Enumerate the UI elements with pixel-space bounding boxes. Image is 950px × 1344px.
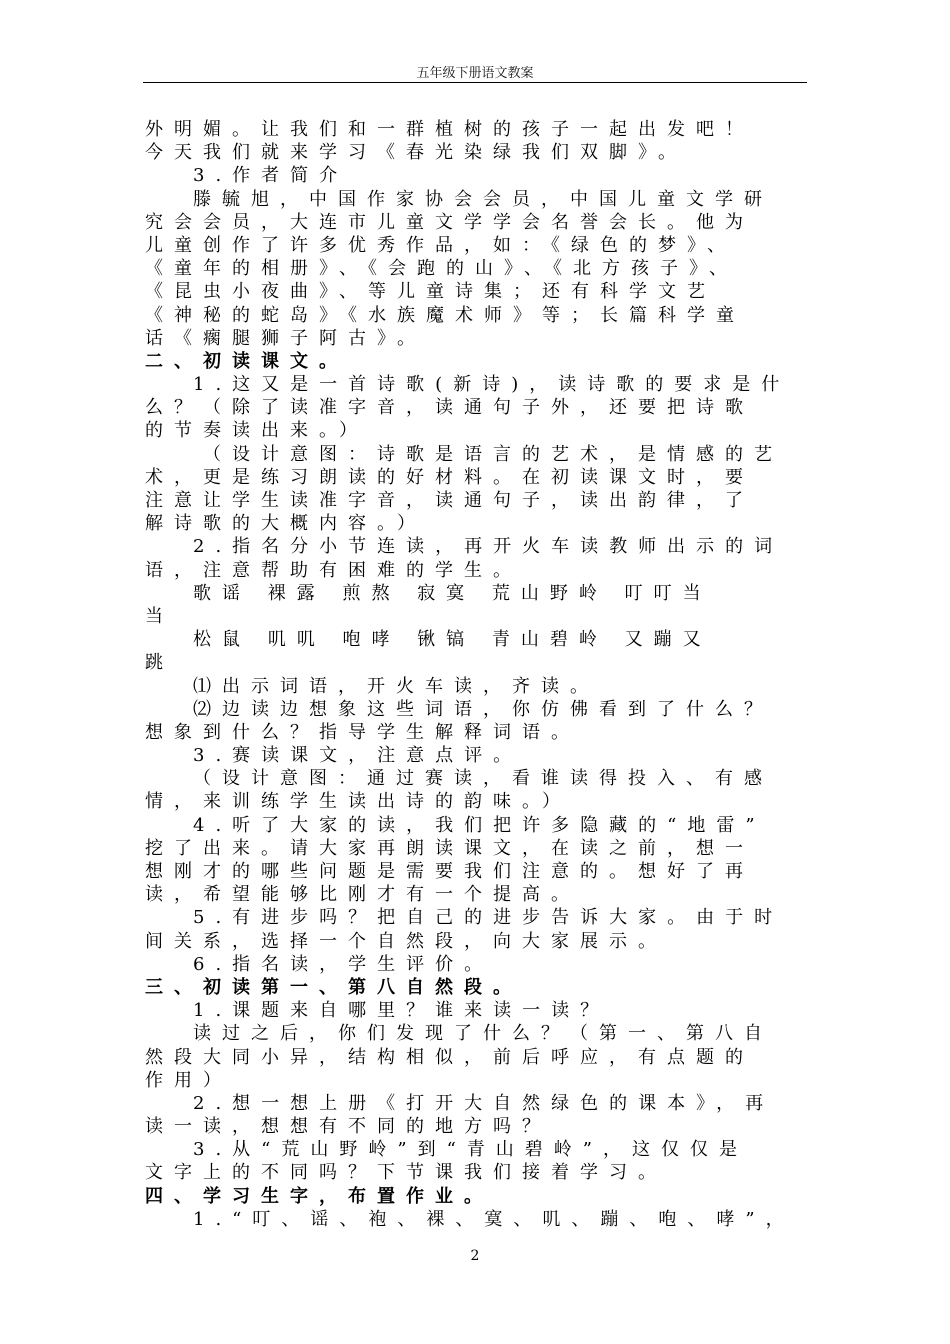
section-heading: 二、初读课文。 [145,350,348,372]
text-line: 作用） [145,1069,232,1091]
text-line: 1.课题来自哪里？谁来读一读？ [193,1000,610,1022]
text-line: 今天我们就来学习《春光染绿我们双脚》。 [145,142,687,164]
text-line: 读一读，想想有不同的地方吗？ [145,1116,551,1138]
text-line: 语，注意帮助有困难的学生。 [145,559,522,581]
document-body [145,118,805,1231]
text-line: 2.指名分小节连读，再开火车读教师出示的词 [193,536,784,558]
text-line: 儿童创作了许多优秀作品，如：《绿色的梦》、 [145,234,736,256]
text-line: 《昆虫小夜曲》、等儿童诗集；还有科学文艺 [145,281,716,303]
text-line: （设计意图：通过赛读，看谁读得投入、有感 [193,768,773,790]
text-line: ⑴出示词语，开火车读，齐读。 [193,675,599,697]
text-line: 3.作者简介 [193,165,349,187]
text-line: 读过之后，你们发现了什么？（第一、第八自 [193,1023,773,1045]
text-line: 2.想一想上册《打开大自然绿色的课本》，再 [193,1092,775,1114]
text-line: 3.从“荒山野岭”到“青山碧岭”，这仅仅是 [193,1139,748,1161]
text-line: 文字上的不同吗？下节课我们接着学习。 [145,1162,667,1184]
text-line: 5.有进步吗？把自己的进步告诉大家。由于时 [193,907,784,929]
text-line: 读，希望能够比刚才有一个提高。 [145,884,580,906]
text-line: 外明媚。让我们和一群植树的孩子一起出发吧！ [145,119,754,140]
text-line: 4.听了大家的读，我们把许多隐藏的“地雷” [193,814,766,836]
text-line: 的节奏读出来。） [145,420,368,442]
text-line: 么？（除了读准字音，读通句子外，还要把诗歌 [145,397,754,419]
text-line: 滕毓旭，中国作家协会会员，中国儿童文学研 [193,188,773,210]
page-number: 2 [470,1248,480,1264]
section-heading: 四、学习生字，布置作业。 [145,1185,493,1207]
text-line: 歌谣 裸露 煎熬 寂寞 荒山野岭 叮叮当 [193,582,712,604]
text-line: 3.赛读课文，注意点评。 [193,745,523,767]
text-line: 注意让学生读准字音，读通句子，读出韵律，了 [145,490,754,511]
text-line: 术，更是练习朗读的好材料。在初读课文时，要 [145,466,754,488]
text-line: 然段大同小异，结构相似，前后呼应，有点题的 [145,1046,754,1068]
text-line: ⑵边读边想象这些词语，你仿佛看到了什么？ [193,698,773,720]
text-line: 当 [145,605,174,627]
section-heading: 三、初读第一、第八自然段。 [145,976,522,998]
text-line: 松鼠 叽叽 咆哮 锹镐 青山碧岭 又蹦又 [193,629,712,651]
header-divider [143,82,807,83]
text-line: 挖了出来。请大家再朗读课文，在读之前，想一 [145,837,754,859]
text-line: 话《瘸腿狮子阿古》。 [145,327,426,349]
text-line: 想刚才的哪些问题是需要我们注意的。想好了再 [145,861,754,882]
text-line: （设计意图：诗歌是语言的艺术，是情感的艺 [203,443,783,465]
text-line: 6.指名读，学生评价。 [193,953,494,975]
text-line: 1.“叮、谣、袍、裸、寞、叽、蹦、咆、哮”， [193,1208,795,1230]
text-line: 《神秘的蛇岛》《水族魔术师》等；长篇科学童 [145,304,745,326]
text-line: 跳 [145,652,174,674]
text-line: 究会会员，大连市儿童文学学会名誉会长。他为 [145,211,754,233]
text-line: 解诗歌的大概内容。） [145,513,426,535]
text-line: 《童年的相册》、《会跑的山》、《北方孩子》、 [145,258,738,280]
text-line: 1.这又是一首诗歌(新诗)，读诗歌的要求是什 [193,374,791,396]
text-line: 间关系，选择一个自然段，向大家展示。 [145,930,667,952]
page-header-title: 五年级下册语文教案 [416,66,534,81]
text-line: 情，来训练学生读出诗的韵味。） [145,791,571,813]
text-line: 想象到什么？指导学生解释词语。 [145,721,580,743]
